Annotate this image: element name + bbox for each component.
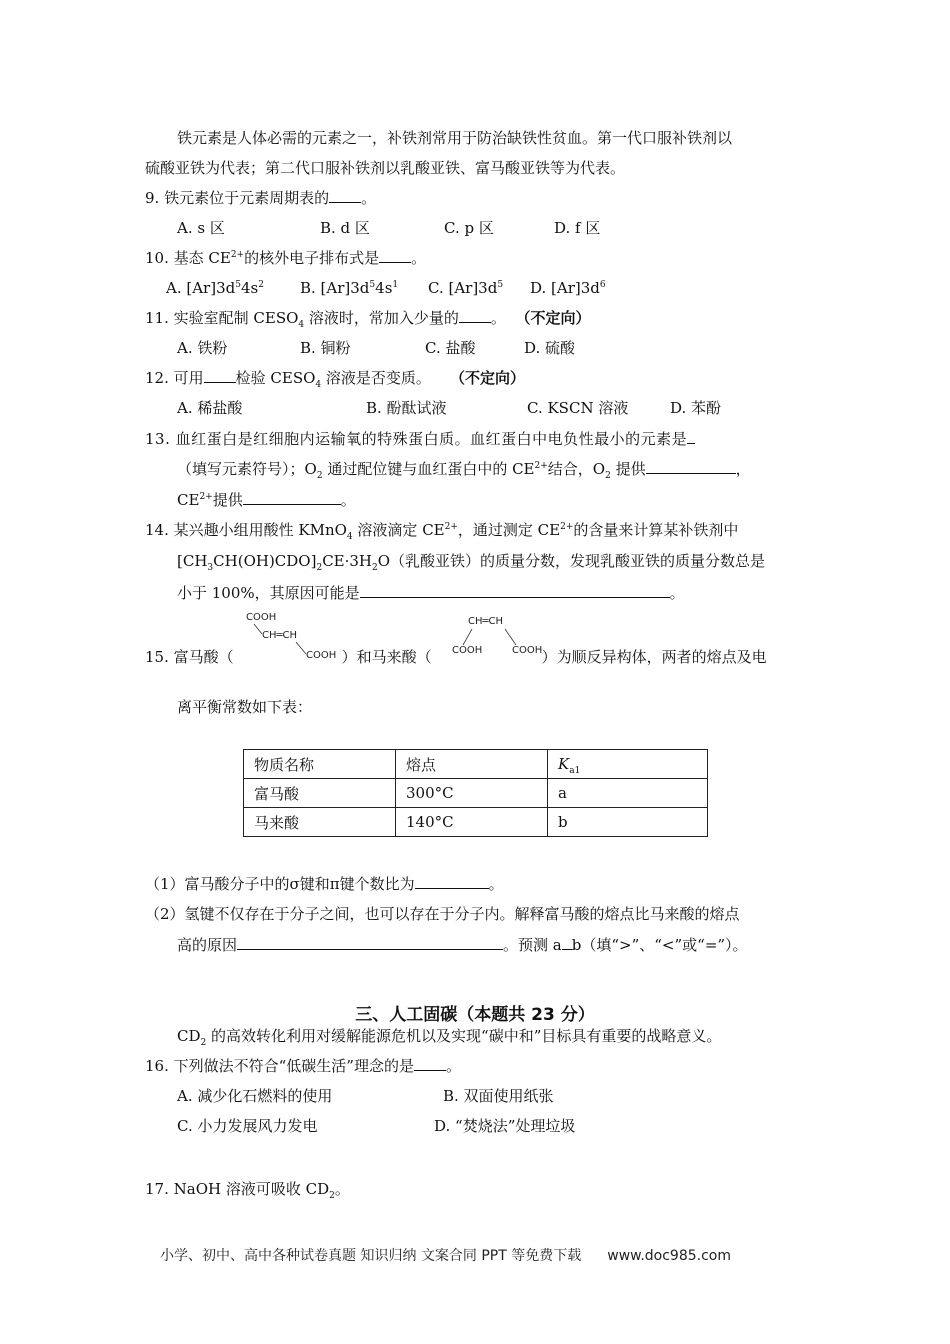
table-cell-name: 富马酸 <box>244 779 396 808</box>
fumaric-acid-cooh-bottom: COOH <box>306 650 337 661</box>
section-3-title: 三、人工固碳（本题共 23 分） <box>355 1005 595 1025</box>
maleic-acid-cooh-right: COOH <box>512 645 543 656</box>
table-row <box>244 808 708 837</box>
q12-option-a: A. 稀盐酸 <box>177 399 243 417</box>
table-row <box>244 779 708 808</box>
intro-line-1: 铁元素是人体必需的元素之一，补铁剂常用于防治缺铁性贫血。第一代口服补铁剂以 <box>177 129 733 147</box>
multi-select-tag: （不定向） <box>515 309 591 327</box>
q10-option-a: A. $[Ar]3d^54s^2$ <box>166 279 264 297</box>
multi-select-tag: （不定向） <box>450 369 526 387</box>
page-footer <box>160 1245 731 1265</box>
sub-question-2-line-1: （2）氢键不仅存在于分子之间，也可以存在于分子内。解释富马酸的熔点比马来酸的熔点 <box>145 905 740 923</box>
q16-option-a: A. 减少化石燃料的使用 <box>177 1087 333 1105</box>
table-cell-ka1: b <box>548 808 708 837</box>
answer-blank[interactable] <box>415 874 489 889</box>
table-header-name: 物质名称 <box>244 750 396 779</box>
footer-url-link[interactable]: www.doc985.com <box>607 1248 731 1264</box>
q11-option-a: A. 铁粉 <box>177 339 228 357</box>
table-cell-mp: 140°C <box>396 808 548 837</box>
answer-blank[interactable] <box>414 1056 446 1071</box>
properties-table <box>243 749 708 837</box>
question-17-stem: 17. NaOH 溶液可吸收 $CD_2$。 <box>145 1180 350 1201</box>
maleic-acid-cooh-left: COOH <box>452 645 483 656</box>
fumaric-acid-ch-ch: CH═CH <box>262 630 298 641</box>
fumaric-acid-cooh-top: COOH <box>246 612 277 623</box>
question-10-stem: 10. 基态 $CE^{2+}$的核外电子排布式是 。 <box>145 249 427 267</box>
question-13-line-2: （填写元素符号）；$O_2$ 通过配位键与血红蛋白中的 $CE^{2+}$结合，$O_2$ 提供 ， <box>177 460 751 481</box>
q9-option-a: A. s 区 <box>177 219 225 237</box>
q11-option-c: C. 盐酸 <box>425 339 476 357</box>
answer-blank[interactable] <box>562 935 572 950</box>
maleic-bond-left <box>463 629 472 645</box>
question-13-line-1: 13. 血红蛋白是红细胞内运输氧的特殊蛋白质。血红蛋白中电负性最小的元素是 <box>145 429 695 449</box>
q11-option-b: B. 铜粉 <box>300 339 351 357</box>
table-header-row <box>244 750 708 779</box>
question-11-stem: 11. 实验室配制 $CESO_4$ 溶液时，常加入少量的 。 （不定向） <box>145 309 591 330</box>
q16-option-d: D. “焚烧法”处理垃圾 <box>434 1117 576 1135</box>
q12-option-b: B. 酚酞试液 <box>366 399 447 417</box>
question-15-line-1: 15. 富马酸（ ）和马来酸（ ）为顺反异构体，两者的熔点及电 <box>145 648 767 666</box>
q9-option-d: D. f 区 <box>554 219 601 237</box>
fumaric-bond-top <box>254 624 262 634</box>
q10-option-d: D. $[Ar]3d^6$ <box>530 279 606 297</box>
q12-option-d: D. 苯酚 <box>670 399 722 417</box>
question-14-line-1: 14. 某兴趣小组用酸性 KMnO$_4$ 溶液滴定 $CE^{2+}$，通过测定 $CE^{2+}$的含量来计算某补铁剂中 <box>145 521 739 542</box>
q12-option-c: C. KSCN 溶液 <box>527 399 629 417</box>
sub-question-1: （1）富马酸分子中的σ键和π键个数比为 。 <box>145 875 504 893</box>
question-12-stem: 12. 可用 检验 $CESO_4$ 溶液是否变质。 （不定向） <box>145 369 526 390</box>
question-9-stem: 9. 铁元素位于元素周期表的 。 <box>145 189 377 207</box>
maleic-acid-ch-ch: CH═CH <box>468 616 504 627</box>
section-3-intro: $CD_2$ 的高效转化利用对缓解能源危机以及实现“碳中和”目标具有重要的战略意义。 <box>177 1027 722 1048</box>
q16-option-c: C. 小力发展风力发电 <box>177 1117 318 1135</box>
q16-option-b: B. 双面使用纸张 <box>443 1087 554 1105</box>
q11-option-d: D. 硫酸 <box>524 339 576 357</box>
table-cell-ka1: a <box>548 779 708 808</box>
q9-option-c: C. p 区 <box>444 219 494 237</box>
footer-text: 小学、初中、高中各种试卷真题 知识归纳 文案合同 PPT 等免费下载 <box>160 1248 582 1264</box>
table-cell-mp: 300°C <box>396 779 548 808</box>
table-header-ka1: $K_{a1}$ <box>548 750 708 779</box>
question-16-stem: 16. 下列做法不符合“低碳生活”理念的是 。 <box>145 1057 461 1075</box>
answer-blank[interactable] <box>237 935 503 950</box>
question-14-line-3: 小于 100%，其原因可能是 。 <box>177 584 685 602</box>
intro-line-2: 硫酸亚铁为代表；第二代口服补铁剂以乳酸亚铁、富马酸亚铁等为代表。 <box>145 159 626 177</box>
table-header-mp: 熔点 <box>396 750 548 779</box>
question-15-line-2: 离平衡常数如下表： <box>177 698 313 716</box>
table-cell-name: 马来酸 <box>244 808 396 837</box>
q10-option-c: C. $[Ar]3d^5$ <box>428 279 504 297</box>
q9-option-b: B. d 区 <box>320 219 370 237</box>
question-14-line-2: $[CH_3CH(OH)CDO]_2CE\cdot 3H_2O$（乳酸亚铁）的质量分数，发现乳酸亚铁的质量分数总是 <box>177 552 766 573</box>
sub-question-2-line-2: 高的原因 。预测 a b（填“>”、“<”或“=”）。 <box>177 936 748 954</box>
q10-option-b: B. $[Ar]3d^54s^1$ <box>300 279 399 297</box>
maleic-bond-right <box>505 629 516 645</box>
question-13-line-3: $CE^{2+}$提供 。 <box>177 491 356 509</box>
